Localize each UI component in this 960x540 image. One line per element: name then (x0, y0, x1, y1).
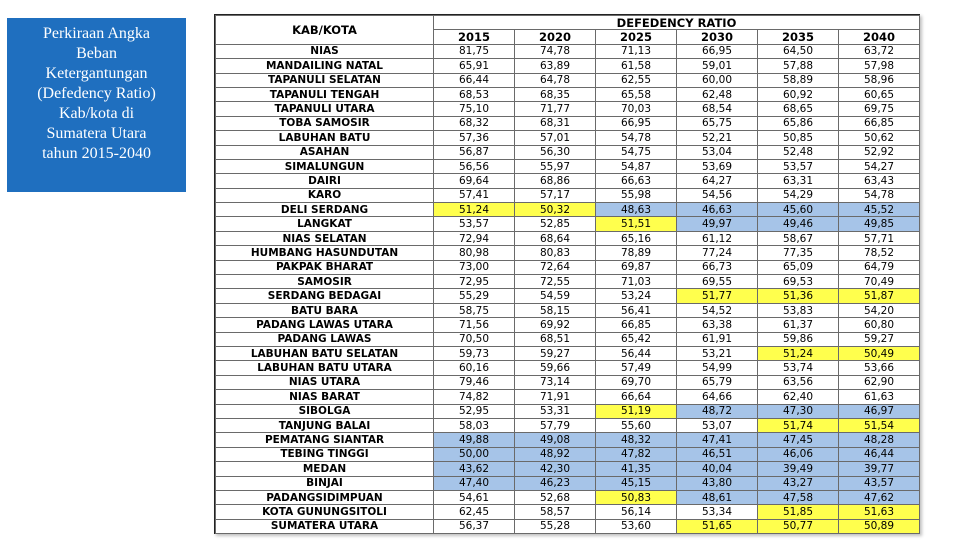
ratio-cell: 65,86 (758, 116, 839, 130)
kab-kota-name: KOTA GUNUNGSITOLI (216, 505, 434, 519)
header-year: 2035 (758, 30, 839, 44)
kab-kota-name: SERDANG BEDAGAI (216, 289, 434, 303)
ratio-cell: 48,28 (839, 433, 920, 447)
ratio-cell: 72,94 (434, 231, 515, 245)
ratio-cell: 68,54 (677, 102, 758, 116)
ratio-cell: 58,89 (758, 73, 839, 87)
kab-kota-name: TAPANULI SELATAN (216, 73, 434, 87)
kab-kota-name: SAMOSIR (216, 275, 434, 289)
ratio-cell: 78,89 (596, 246, 677, 260)
ratio-cell: 54,61 (434, 490, 515, 504)
ratio-cell: 62,45 (434, 505, 515, 519)
kab-kota-name: SUMATERA UTARA (216, 519, 434, 533)
kab-kota-name: BINJAI (216, 476, 434, 490)
ratio-cell: 48,32 (596, 433, 677, 447)
ratio-cell: 51,51 (596, 217, 677, 231)
table-row (216, 462, 920, 476)
kab-kota-name: PADANG LAWAS (216, 332, 434, 346)
header-year: 2025 (596, 30, 677, 44)
ratio-cell: 57,36 (434, 131, 515, 145)
ratio-cell: 51,77 (677, 289, 758, 303)
ratio-cell: 57,98 (839, 59, 920, 73)
ratio-cell: 58,67 (758, 231, 839, 245)
table-row (216, 390, 920, 404)
ratio-cell: 59,86 (758, 332, 839, 346)
ratio-cell: 59,27 (515, 346, 596, 360)
table-row (216, 418, 920, 432)
ratio-cell: 49,88 (434, 433, 515, 447)
kab-kota-name: MANDAILING NATAL (216, 59, 434, 73)
ratio-cell: 61,37 (758, 318, 839, 332)
kab-kota-name: TEBING TINGGI (216, 447, 434, 461)
ratio-cell: 65,42 (596, 332, 677, 346)
table-row (216, 73, 920, 87)
ratio-cell: 50,85 (758, 131, 839, 145)
ratio-cell: 54,78 (596, 131, 677, 145)
ratio-cell: 64,50 (758, 44, 839, 58)
ratio-cell: 53,60 (596, 519, 677, 533)
ratio-cell: 74,82 (434, 390, 515, 404)
ratio-cell: 54,75 (596, 145, 677, 159)
ratio-cell: 72,95 (434, 275, 515, 289)
ratio-cell: 81,75 (434, 44, 515, 58)
kab-kota-name: HUMBANG HASUNDUTAN (216, 246, 434, 260)
ratio-cell: 72,55 (515, 275, 596, 289)
ratio-cell: 59,27 (839, 332, 920, 346)
ratio-cell: 57,79 (515, 418, 596, 432)
table-row (216, 87, 920, 101)
table-row (216, 447, 920, 461)
kab-kota-name: LABUHAN BATU SELATAN (216, 346, 434, 360)
ratio-cell: 64,66 (677, 390, 758, 404)
ratio-cell: 52,92 (839, 145, 920, 159)
title-box (7, 18, 186, 192)
ratio-cell: 63,38 (677, 318, 758, 332)
ratio-cell: 68,31 (515, 116, 596, 130)
ratio-cell: 51,36 (758, 289, 839, 303)
ratio-cell: 40,04 (677, 462, 758, 476)
ratio-cell: 45,60 (758, 203, 839, 217)
ratio-cell: 63,56 (758, 375, 839, 389)
ratio-cell: 68,53 (434, 87, 515, 101)
ratio-cell: 47,82 (596, 447, 677, 461)
ratio-cell: 54,78 (839, 188, 920, 202)
ratio-cell: 73,00 (434, 260, 515, 274)
ratio-cell: 66,73 (677, 260, 758, 274)
ratio-cell: 57,17 (515, 188, 596, 202)
ratio-cell: 49,46 (758, 217, 839, 231)
ratio-cell: 63,72 (839, 44, 920, 58)
ratio-cell: 58,75 (434, 303, 515, 317)
ratio-cell: 47,41 (677, 433, 758, 447)
ratio-cell: 71,03 (596, 275, 677, 289)
ratio-cell: 54,87 (596, 159, 677, 173)
ratio-cell: 58,15 (515, 303, 596, 317)
ratio-cell: 39,49 (758, 462, 839, 476)
kab-kota-name: TOBA SAMOSIR (216, 116, 434, 130)
kab-kota-name: PADANGSIDIMPUAN (216, 490, 434, 504)
kab-kota-name: DAIRI (216, 174, 434, 188)
ratio-cell: 53,04 (677, 145, 758, 159)
ratio-cell: 54,29 (758, 188, 839, 202)
kab-kota-name: PADANG LAWAS UTARA (216, 318, 434, 332)
table-row (216, 275, 920, 289)
title-line: Beban (76, 45, 117, 62)
ratio-cell: 64,78 (515, 73, 596, 87)
ratio-cell: 62,48 (677, 87, 758, 101)
ratio-cell: 52,48 (758, 145, 839, 159)
ratio-cell: 60,92 (758, 87, 839, 101)
ratio-cell: 69,53 (758, 275, 839, 289)
ratio-cell: 58,96 (839, 73, 920, 87)
ratio-cell: 49,85 (839, 217, 920, 231)
title-line: Perkiraan Angka (42, 25, 151, 42)
kab-kota-name: MEDAN (216, 462, 434, 476)
ratio-cell: 51,87 (839, 289, 920, 303)
ratio-cell: 50,32 (515, 203, 596, 217)
ratio-cell: 80,83 (515, 246, 596, 260)
ratio-cell: 47,40 (434, 476, 515, 490)
ratio-cell: 56,14 (596, 505, 677, 519)
ratio-cell: 54,56 (677, 188, 758, 202)
ratio-cell: 48,72 (677, 404, 758, 418)
kab-kota-name: LABUHAN BATU UTARA (216, 361, 434, 375)
table-row (216, 231, 920, 245)
kab-kota-name: TANJUNG BALAI (216, 418, 434, 432)
ratio-cell: 57,01 (515, 131, 596, 145)
table-row (216, 505, 920, 519)
kab-kota-name: NIAS UTARA (216, 375, 434, 389)
ratio-cell: 68,51 (515, 332, 596, 346)
table-row (216, 174, 920, 188)
ratio-cell: 55,60 (596, 418, 677, 432)
ratio-cell: 46,23 (515, 476, 596, 490)
table-row (216, 346, 920, 360)
ratio-cell: 63,89 (515, 59, 596, 73)
ratio-cell: 42,30 (515, 462, 596, 476)
title-line: Ketergantungan (45, 65, 148, 82)
ratio-cell: 64,27 (677, 174, 758, 188)
ratio-cell: 53,57 (434, 217, 515, 231)
ratio-cell: 53,07 (677, 418, 758, 432)
ratio-cell: 65,79 (677, 375, 758, 389)
ratio-cell: 52,21 (677, 131, 758, 145)
ratio-cell: 49,08 (515, 433, 596, 447)
ratio-cell: 69,64 (434, 174, 515, 188)
ratio-cell: 47,58 (758, 490, 839, 504)
table-row (216, 289, 920, 303)
kab-kota-name: PAKPAK BHARAT (216, 260, 434, 274)
ratio-cell: 65,91 (434, 59, 515, 73)
ratio-cell: 65,16 (596, 231, 677, 245)
ratio-cell: 62,40 (758, 390, 839, 404)
ratio-cell: 43,27 (758, 476, 839, 490)
kab-kota-name: BATU BARA (216, 303, 434, 317)
ratio-cell: 52,68 (515, 490, 596, 504)
ratio-cell: 48,92 (515, 447, 596, 461)
ratio-cell: 61,91 (677, 332, 758, 346)
ratio-cell: 52,95 (434, 404, 515, 418)
kab-kota-name: SIBOLGA (216, 404, 434, 418)
kab-kota-name: DELI SERDANG (216, 203, 434, 217)
ratio-cell: 53,66 (839, 361, 920, 375)
table-row (216, 59, 920, 73)
ratio-cell: 39,77 (839, 462, 920, 476)
ratio-cell: 70,03 (596, 102, 677, 116)
ratio-cell: 56,87 (434, 145, 515, 159)
table-row (216, 318, 920, 332)
ratio-cell: 69,75 (839, 102, 920, 116)
ratio-cell: 53,83 (758, 303, 839, 317)
title-line: Kab/kota di (58, 105, 135, 122)
header-year: 2015 (434, 30, 515, 44)
ratio-cell: 53,57 (758, 159, 839, 173)
ratio-cell: 55,29 (434, 289, 515, 303)
ratio-cell: 58,57 (515, 505, 596, 519)
ratio-cell: 53,31 (515, 404, 596, 418)
kab-kota-name: SIMALUNGUN (216, 159, 434, 173)
dependency-ratio-table-wrapper (214, 14, 920, 534)
ratio-cell: 55,28 (515, 519, 596, 533)
header-year: 2040 (839, 30, 920, 44)
table-row (216, 217, 920, 231)
ratio-cell: 54,27 (839, 159, 920, 173)
table-row (216, 490, 920, 504)
ratio-cell: 54,99 (677, 361, 758, 375)
ratio-cell: 50,00 (434, 447, 515, 461)
ratio-cell: 66,95 (596, 116, 677, 130)
ratio-cell: 47,30 (758, 404, 839, 418)
title-line: (Defedency Ratio) (37, 85, 156, 102)
ratio-cell: 68,64 (515, 231, 596, 245)
ratio-cell: 69,70 (596, 375, 677, 389)
ratio-cell: 46,63 (677, 203, 758, 217)
ratio-cell: 61,12 (677, 231, 758, 245)
ratio-cell: 69,87 (596, 260, 677, 274)
ratio-cell: 43,80 (677, 476, 758, 490)
ratio-cell: 46,97 (839, 404, 920, 418)
kab-kota-name: NIAS BARAT (216, 390, 434, 404)
ratio-cell: 41,35 (596, 462, 677, 476)
ratio-cell: 71,77 (515, 102, 596, 116)
ratio-cell: 47,45 (758, 433, 839, 447)
ratio-cell: 60,80 (839, 318, 920, 332)
ratio-cell: 56,44 (596, 346, 677, 360)
ratio-cell: 62,90 (839, 375, 920, 389)
ratio-cell: 75,10 (434, 102, 515, 116)
ratio-cell: 54,52 (677, 303, 758, 317)
table-row (216, 188, 920, 202)
ratio-cell: 56,37 (434, 519, 515, 533)
ratio-cell: 66,85 (839, 116, 920, 130)
kab-kota-name: TAPANULI TENGAH (216, 87, 434, 101)
ratio-cell: 60,65 (839, 87, 920, 101)
table-row (216, 102, 920, 116)
ratio-cell: 73,14 (515, 375, 596, 389)
ratio-cell: 47,62 (839, 490, 920, 504)
ratio-cell: 51,63 (839, 505, 920, 519)
ratio-cell: 55,98 (596, 188, 677, 202)
ratio-cell: 56,30 (515, 145, 596, 159)
ratio-cell: 74,78 (515, 44, 596, 58)
table-row (216, 116, 920, 130)
table-body (216, 44, 920, 533)
ratio-cell: 51,19 (596, 404, 677, 418)
ratio-cell: 66,44 (434, 73, 515, 87)
table-row (216, 44, 920, 58)
ratio-cell: 65,75 (677, 116, 758, 130)
ratio-cell: 51,65 (677, 519, 758, 533)
ratio-cell: 48,61 (677, 490, 758, 504)
ratio-cell: 66,63 (596, 174, 677, 188)
table-row (216, 361, 920, 375)
ratio-cell: 65,09 (758, 260, 839, 274)
ratio-cell: 43,57 (839, 476, 920, 490)
ratio-cell: 68,35 (515, 87, 596, 101)
ratio-cell: 57,41 (434, 188, 515, 202)
ratio-cell: 46,44 (839, 447, 920, 461)
ratio-cell: 45,52 (839, 203, 920, 217)
ratio-cell: 60,16 (434, 361, 515, 375)
ratio-cell: 71,56 (434, 318, 515, 332)
table-row (216, 476, 920, 490)
ratio-cell: 66,64 (596, 390, 677, 404)
title-line: Sumatera Utara (46, 125, 147, 142)
kab-kota-name: LABUHAN BATU (216, 131, 434, 145)
table-row (216, 519, 920, 533)
ratio-cell: 62,55 (596, 73, 677, 87)
ratio-cell: 77,24 (677, 246, 758, 260)
ratio-cell: 61,63 (839, 390, 920, 404)
header-dependency-ratio: DEFEDENCY RATIO (434, 16, 920, 30)
ratio-cell: 53,21 (677, 346, 758, 360)
ratio-cell: 56,56 (434, 159, 515, 173)
ratio-cell: 54,59 (515, 289, 596, 303)
ratio-cell: 52,85 (515, 217, 596, 231)
table-row (216, 332, 920, 346)
ratio-cell: 59,01 (677, 59, 758, 73)
ratio-cell: 66,85 (596, 318, 677, 332)
table-row (216, 203, 920, 217)
ratio-cell: 64,79 (839, 260, 920, 274)
ratio-cell: 43,62 (434, 462, 515, 476)
kab-kota-name: TAPANULI UTARA (216, 102, 434, 116)
ratio-cell: 68,32 (434, 116, 515, 130)
ratio-cell: 63,31 (758, 174, 839, 188)
ratio-cell: 78,52 (839, 246, 920, 260)
ratio-cell: 72,64 (515, 260, 596, 274)
kab-kota-name: NIAS (216, 44, 434, 58)
ratio-cell: 51,24 (434, 203, 515, 217)
ratio-cell: 59,66 (515, 361, 596, 375)
ratio-cell: 71,13 (596, 44, 677, 58)
kab-kota-name: LANGKAT (216, 217, 434, 231)
ratio-cell: 46,51 (677, 447, 758, 461)
ratio-cell: 63,43 (839, 174, 920, 188)
header-year: 2020 (515, 30, 596, 44)
table-row (216, 246, 920, 260)
ratio-cell: 65,58 (596, 87, 677, 101)
ratio-cell: 70,49 (839, 275, 920, 289)
ratio-cell: 50,77 (758, 519, 839, 533)
title-line: tahun 2015-2040 (42, 145, 151, 162)
kab-kota-name: ASAHAN (216, 145, 434, 159)
ratio-cell: 53,24 (596, 289, 677, 303)
ratio-cell: 45,15 (596, 476, 677, 490)
ratio-cell: 58,03 (434, 418, 515, 432)
ratio-cell: 50,89 (839, 519, 920, 533)
ratio-cell: 53,34 (677, 505, 758, 519)
table-row (216, 145, 920, 159)
ratio-cell: 56,41 (596, 303, 677, 317)
ratio-cell: 55,97 (515, 159, 596, 173)
table-row (216, 131, 920, 145)
ratio-cell: 57,49 (596, 361, 677, 375)
kab-kota-name: NIAS SELATAN (216, 231, 434, 245)
ratio-cell: 60,00 (677, 73, 758, 87)
ratio-cell: 61,58 (596, 59, 677, 73)
header-year: 2030 (677, 30, 758, 44)
ratio-cell: 66,95 (677, 44, 758, 58)
ratio-cell: 68,65 (758, 102, 839, 116)
table-row (216, 260, 920, 274)
ratio-cell: 53,74 (758, 361, 839, 375)
table-row (216, 433, 920, 447)
ratio-cell: 50,83 (596, 490, 677, 504)
ratio-cell: 77,35 (758, 246, 839, 260)
ratio-cell: 69,92 (515, 318, 596, 332)
header-kab-kota: KAB/KOTA (216, 16, 434, 45)
ratio-cell: 70,50 (434, 332, 515, 346)
kab-kota-name: PEMATANG SIANTAR (216, 433, 434, 447)
ratio-cell: 69,55 (677, 275, 758, 289)
ratio-cell: 50,62 (839, 131, 920, 145)
ratio-cell: 53,69 (677, 159, 758, 173)
ratio-cell: 57,71 (839, 231, 920, 245)
ratio-cell: 59,73 (434, 346, 515, 360)
ratio-cell: 68,86 (515, 174, 596, 188)
kab-kota-name: KARO (216, 188, 434, 202)
header-row-top (216, 16, 920, 30)
ratio-cell: 80,98 (434, 246, 515, 260)
ratio-cell: 51,85 (758, 505, 839, 519)
ratio-cell: 48,63 (596, 203, 677, 217)
ratio-cell: 46,06 (758, 447, 839, 461)
table-row (216, 375, 920, 389)
ratio-cell: 50,49 (839, 346, 920, 360)
table-row (216, 404, 920, 418)
table-row (216, 303, 920, 317)
table-row (216, 159, 920, 173)
ratio-cell: 49,97 (677, 217, 758, 231)
ratio-cell: 79,46 (434, 375, 515, 389)
ratio-cell: 51,54 (839, 418, 920, 432)
ratio-cell: 54,20 (839, 303, 920, 317)
ratio-cell: 57,88 (758, 59, 839, 73)
dependency-ratio-table (215, 15, 920, 534)
ratio-cell: 51,24 (758, 346, 839, 360)
ratio-cell: 71,91 (515, 390, 596, 404)
ratio-cell: 51,74 (758, 418, 839, 432)
